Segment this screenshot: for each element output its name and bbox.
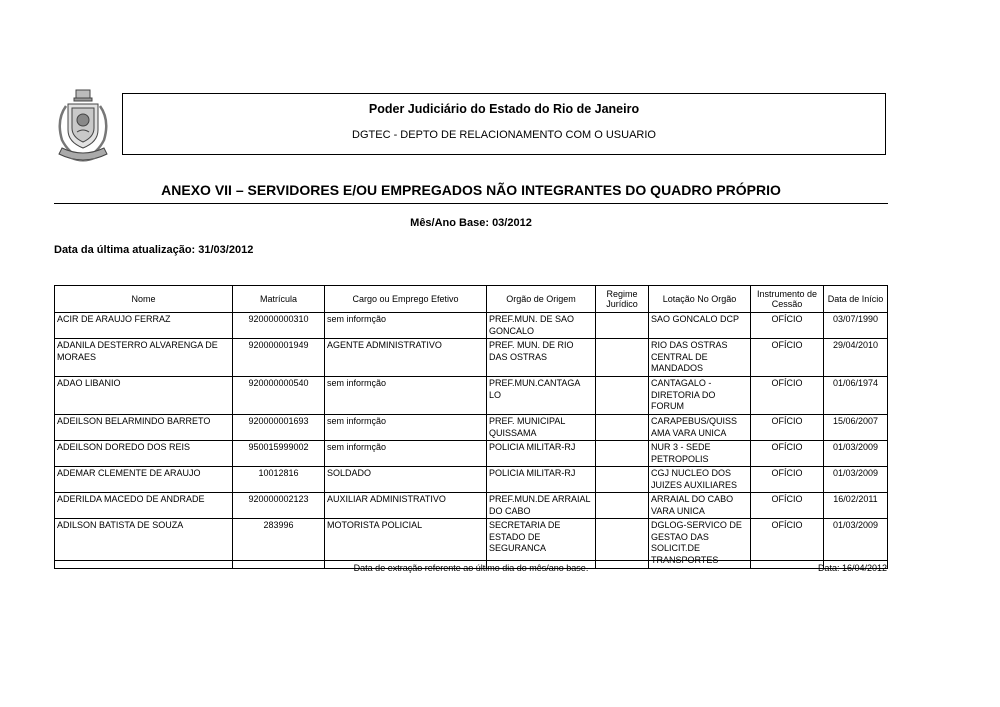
- coat-of-arms-icon: [52, 88, 114, 168]
- table-row: [55, 377, 888, 415]
- cell-name: ADEILSON DOREDO DOS REIS: [55, 441, 233, 467]
- column-header: Regime Jurídico: [596, 286, 649, 313]
- cell-instrument: OFÍCIO: [751, 441, 824, 467]
- cell-allocation: CANTAGALO - DIRETORIA DO FORUM: [649, 377, 751, 415]
- cell-position: MOTORISTA POLICIAL: [325, 519, 487, 569]
- cell-registration: 950015999002: [233, 441, 325, 467]
- cell-regime: [596, 339, 649, 377]
- cell-instrument: OFÍCIO: [751, 313, 824, 339]
- cell-start-date: 15/06/2007: [824, 415, 888, 441]
- cell-instrument: OFÍCIO: [751, 493, 824, 519]
- header-subtitle: DGTEC - DEPTO DE RELACIONAMENTO COM O USUARIO: [352, 129, 656, 141]
- cell-regime: [596, 377, 649, 415]
- footer-date: Data: 16/04/2012: [817, 563, 887, 573]
- cell-origin: POLICIA MILITAR-RJ: [487, 467, 596, 493]
- column-header: Lotação No Orgão: [649, 286, 751, 313]
- divider: [54, 203, 888, 204]
- header-title: Poder Judiciário do Estado do Rio de Janeiro: [368, 102, 640, 116]
- cell-origin: PREF. MUNICIPAL QUISSAMA: [487, 415, 596, 441]
- cell-origin: PREF. MUN. DE RIO DAS OSTRAS: [487, 339, 596, 377]
- cell-name: ADILSON BATISTA DE SOUZA: [55, 519, 233, 569]
- cell-start-date: 16/02/2011: [824, 493, 888, 519]
- cell-instrument: OFÍCIO: [751, 377, 824, 415]
- cell-registration: 920000001949: [233, 339, 325, 377]
- cell-allocation: RIO DAS OSTRAS CENTRAL DE MANDADOS: [649, 339, 751, 377]
- cell-origin: POLICIA MILITAR-RJ: [487, 441, 596, 467]
- table-row: [55, 493, 888, 519]
- cell-allocation: SAO GONCALO DCP: [649, 313, 751, 339]
- cell-regime: [596, 467, 649, 493]
- column-header: Instrumento de Cessão: [751, 286, 824, 313]
- table-row: [55, 339, 888, 377]
- cell-origin: PREF.MUN.DE ARRAIAL DO CABO: [487, 493, 596, 519]
- column-header: Cargo ou Emprego Efetivo: [325, 286, 487, 313]
- cell-allocation: CARAPEBUS/QUISS AMA VARA UNICA: [649, 415, 751, 441]
- cell-regime: [596, 415, 649, 441]
- cell-start-date: 03/07/1990: [824, 313, 888, 339]
- table-header-row: [55, 286, 888, 313]
- table-row: [55, 519, 888, 569]
- last-update: Data da última atualização: 31/03/2012: [54, 244, 254, 256]
- cell-position: sem informção: [325, 313, 487, 339]
- column-header: Matrícula: [233, 286, 325, 313]
- cell-position: sem informção: [325, 415, 487, 441]
- table-row: [55, 441, 888, 467]
- cell-allocation: DGLOG-SERVICO DE GESTAO DAS SOLICIT.DE TRANSPORTES: [649, 519, 751, 569]
- table-row: [55, 313, 888, 339]
- cell-position: sem informção: [325, 377, 487, 415]
- cell-name: ACIR DE ARAUJO FERRAZ: [55, 313, 233, 339]
- cell-registration: 10012816: [233, 467, 325, 493]
- cell-origin: PREF.MUN.CANTAGA LO: [487, 377, 596, 415]
- cell-start-date: 01/03/2009: [824, 467, 888, 493]
- cell-regime: [596, 313, 649, 339]
- cell-name: ADEILSON BELARMINDO BARRETO: [55, 415, 233, 441]
- cell-regime: [596, 519, 649, 569]
- cell-name: ADEMAR CLEMENTE DE ARAUJO: [55, 467, 233, 493]
- cell-name: ADAO LIBANIO: [55, 377, 233, 415]
- table-row: [55, 415, 888, 441]
- cell-position: sem informção: [325, 441, 487, 467]
- footer-divider: [54, 560, 888, 561]
- column-header: Data de Início: [824, 286, 888, 313]
- cell-instrument: OFÍCIO: [751, 519, 824, 569]
- cell-position: SOLDADO: [325, 467, 487, 493]
- annex-title: ANEXO VII – SERVIDORES E/OU EMPREGADOS NÃO INTEGRANTES DO QUADRO PRÓPRIO: [161, 182, 781, 198]
- column-header: Nome: [55, 286, 233, 313]
- cell-instrument: OFÍCIO: [751, 467, 824, 493]
- cell-position: AUXILIAR ADMINISTRATIVO: [325, 493, 487, 519]
- table-row: [55, 467, 888, 493]
- cell-allocation: CGJ NUCLEO DOS JUIZES AUXILIARES: [649, 467, 751, 493]
- cell-position: AGENTE ADMINISTRATIVO: [325, 339, 487, 377]
- cell-registration: 920000002123: [233, 493, 325, 519]
- cell-allocation: ARRAIAL DO CABO VARA UNICA: [649, 493, 751, 519]
- cell-start-date: 01/03/2009: [824, 519, 888, 569]
- cell-start-date: 01/03/2009: [824, 441, 888, 467]
- cell-registration: 920000000540: [233, 377, 325, 415]
- month-base: Mês/Ano Base: 03/2012: [410, 217, 532, 229]
- cell-registration: 283996: [233, 519, 325, 569]
- cell-start-date: 01/06/1974: [824, 377, 888, 415]
- cell-regime: [596, 441, 649, 467]
- cell-instrument: OFÍCIO: [751, 339, 824, 377]
- cell-name: ADERILDA MACEDO DE ANDRADE: [55, 493, 233, 519]
- footer-note: Data de extração referente ao último dia do mês/ano base.: [353, 563, 589, 573]
- cell-start-date: 29/04/2010: [824, 339, 888, 377]
- cell-allocation: NUR 3 - SEDE PETROPOLIS: [649, 441, 751, 467]
- cell-origin: SECRETARIA DE ESTADO DE SEGURANCA: [487, 519, 596, 569]
- cell-registration: 920000001693: [233, 415, 325, 441]
- header-box: [122, 93, 886, 155]
- cell-regime: [596, 493, 649, 519]
- cell-origin: PREF.MUN. DE SAO GONCALO: [487, 313, 596, 339]
- servants-table: [54, 285, 888, 569]
- cell-instrument: OFÍCIO: [751, 415, 824, 441]
- column-header: Orgão de Origem: [487, 286, 596, 313]
- cell-registration: 920000000310: [233, 313, 325, 339]
- cell-name: ADANILA DESTERRO ALVARENGA DE MORAES: [55, 339, 233, 377]
